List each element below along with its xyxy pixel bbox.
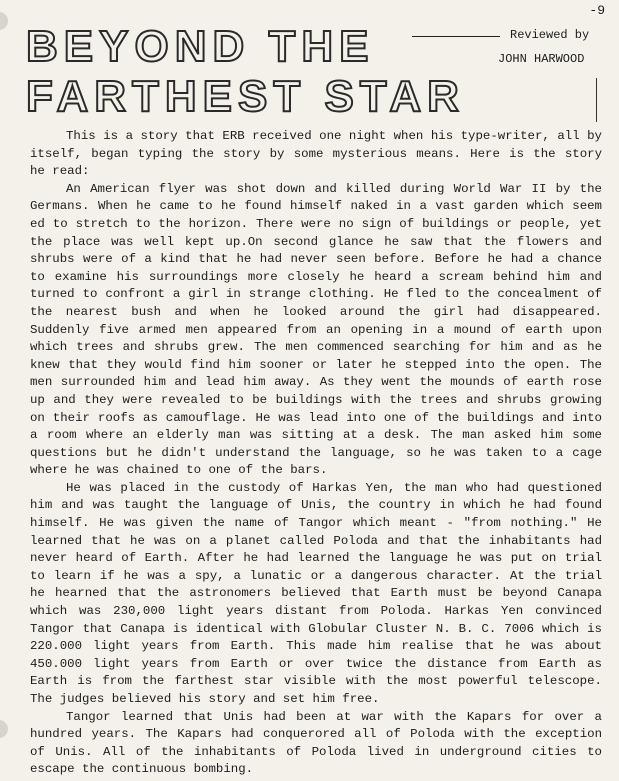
article-body xyxy=(30,128,602,779)
title-line-1: BEYOND THE xyxy=(26,22,375,71)
reviewed-by-label: Reviewed by xyxy=(510,28,590,42)
article-title xyxy=(26,22,465,122)
reviewer-name: JOHN HARWOOD xyxy=(498,52,585,66)
byline-rule xyxy=(412,36,500,37)
margin-rule xyxy=(596,78,597,122)
paragraph: He was placed in the custody of Harkas Yen, the man who had questioned him and was taught the language of Unis, the country in which he had found himself. He was given the name of Tangor which meant - "from nothing." He learned that he was on a planet called Poloda and that the inhabitants had never heard of Earth. After he had learned the language he was put on trial to learn if he was a spy, a lunatic or a dangerous character. At the trial he hearned that the astronomers believed that Earth must be beyond Canapa which was 230,000 light years distant from Poloda. Harkas Yen convinced Tangor that Canapa is identical with Globular Cluster N. B. C. 7006 which is 220.000 light years from Earth. This made him realise that he was about 450.000 light years from Earth or over twice the distance from Earth as Earth is from the farthest star visible with the most powerful telescope. The judges believed his story and set him free. xyxy=(30,480,602,706)
punch-hole xyxy=(0,12,8,30)
paragraph: Tangor learned that Unis had been at war with the Kapars for over a hundred years. The Kapars had conquerored all of Poloda with the exception of Unis. All of the inhabitants of Poloda lived in underground cities to escape the continuous bombing. xyxy=(30,709,602,777)
title-line-2: FARTHEST STAR xyxy=(26,72,465,121)
paragraph: An American flyer was shot down and killed during World War II by the Germans. When he came to he found himself naked in a vast garden which seem ed to stretch to the horizon. There were no sign of buildings or people, yet the place was well kept up.On second glance he saw that the flowers and shrubs were of a kind that he had never seen before. Before he had a chance to examine his surroundings more closely he heard a scream behind him and turned to confront a girl in strange clothing. He fled to the concealment of the nearest bush and when he looked around the girl had disappeared. Suddenly five armed men appeared from an opening in a mound of earth upon which trees and shrubs grew. The men commenced searching for him and as he knew that they would find him sooner or later he stepped into the open. The men surrounded him and lead him away. As they went the mounds of earth rose up and they were revealed to be buildings with the trees and shrubs growing on their roofs as camouflage. He was lead into one of the buildings and into a room where an elderly man was sitting at a desk. The man asked him some questions but he didn't understand the language, so he was taken to a cage where he was chained to one of the bars. xyxy=(30,181,602,478)
punch-hole xyxy=(0,720,8,738)
paragraph: This is a story that ERB received one night when his type-writer, all by itself, began typing the story by some mysterious means. Here is the story he read: xyxy=(30,129,602,179)
page-number: -9 xyxy=(589,3,605,18)
